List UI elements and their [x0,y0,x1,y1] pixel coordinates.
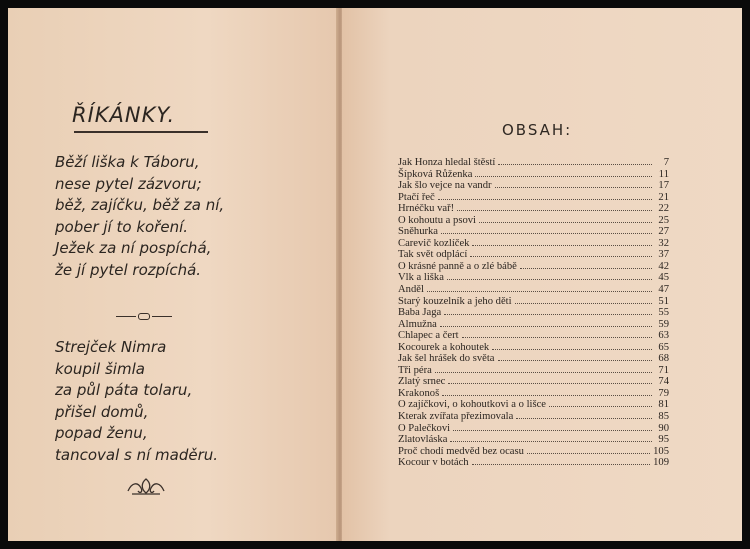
toc-page-number: 22 [658,203,669,215]
toc-title: Hrnéčku vař! [398,203,455,215]
poem-line: koupil šimla [55,359,145,378]
toc-leader-dots [457,203,652,211]
poem-line: za půl páta tolaru, [55,381,193,400]
toc-page-number: 63 [658,330,669,342]
toc-page-number: 74 [658,376,669,388]
toc-page-number: 27 [658,226,669,238]
toc-entry [398,388,669,400]
table-of-contents [398,157,669,469]
toc-entry [398,284,669,296]
toc-title: O zajíčkovi, o kohoutkovi a o lišce [398,399,546,411]
rikanky-title: ŘÍKÁNKY. [72,103,176,127]
poem-line: pober jí to koření. [55,217,189,236]
toc-page-number: 37 [658,249,669,261]
poem-line: popad ženu, [55,424,148,443]
title-underline [74,131,208,133]
toc-leader-dots [427,284,652,292]
toc-page-number: 59 [658,318,669,330]
toc-page-number: 85 [658,411,669,423]
toc-page-number: 25 [658,214,669,226]
toc-entry [398,411,669,423]
toc-page-number: 79 [658,387,669,399]
toc-entry [398,296,669,308]
toc-title: Tři péra [398,364,432,376]
toc-page-number: 7 [663,157,669,168]
toc-title: O kohoutu a psovi [398,214,476,226]
toc-page-number: 81 [658,399,669,411]
toc-entry [398,342,669,354]
toc-title: Jak šel hrášek do světa [398,353,495,365]
toc-leader-dots [495,180,652,188]
toc-entry [398,226,669,238]
toc-title: Jak šlo vejce na vandr [398,180,492,192]
toc-title: Krakonoš [398,387,440,399]
toc-leader-dots [515,296,652,304]
toc-leader-dots [453,423,652,431]
toc-title: Zlatovláska [398,434,448,446]
toc-page-number: 47 [658,284,669,296]
toc-title: O krásné panně a o zlé bábě [398,260,517,272]
toc-leader-dots [435,365,652,373]
toc-title: Zlatý srnec [398,376,446,388]
toc-title: Carevič kozlíček [398,237,470,249]
toc-page-number: 71 [658,364,669,376]
toc-title: Šípková Růženka [398,168,473,180]
toc-leader-dots [498,157,652,165]
toc-entry [398,203,669,215]
poem-line: Běží liška k Táboru, [55,153,200,171]
toc-entry [398,319,669,331]
toc-title: Anděl [398,284,424,296]
toc-page-number: 45 [658,272,669,284]
toc-entry [398,365,669,377]
toc-title: Kterak zvířata přezimovala [398,411,514,423]
toc-leader-dots [516,411,652,419]
toc-entry [398,423,669,435]
toc-page-number: 68 [658,353,669,365]
toc-leader-dots [498,353,653,361]
obsah-title: OBSAH: [502,121,573,139]
toc-leader-dots [462,330,652,338]
toc-page-number: 90 [658,422,669,434]
toc-entry [398,307,669,319]
toc-title: Proč chodí medvěd bez ocasu [398,445,524,457]
toc-leader-dots [470,249,652,257]
toc-entry [398,376,669,388]
toc-page-number: 55 [658,307,669,319]
toc-title: Sněhurka [398,226,439,238]
toc-title: Jak Honza hledal štěstí [398,157,496,168]
toc-title: Vlk a liška [398,272,444,284]
toc-title: Kocour v botách [398,457,469,469]
poem-liska [55,152,224,282]
toc-leader-dots [549,399,652,407]
toc-leader-dots [447,272,652,280]
toc-leader-dots [527,446,650,454]
toc-title: Chlapec a čert [398,330,459,342]
toc-entry [398,192,669,204]
toc-page-number: 95 [658,434,669,446]
toc-entry [398,215,669,227]
toc-title: O Palečkovi [398,422,451,434]
toc-leader-dots [450,434,652,442]
toc-entry [398,249,669,261]
toc-leader-dots [472,457,651,465]
poem-line: běž, zajíčku, běž za ní, [55,196,225,215]
toc-entry [398,261,669,273]
poem-line: Strejček Nimra [55,338,167,356]
poem-line: Ježek za ní pospíchá, [55,239,212,258]
toc-title: Ptačí řeč [398,191,435,203]
toc-leader-dots [492,342,652,350]
toc-leader-dots [441,226,652,234]
toc-entry [398,157,669,169]
toc-page-number: 105 [653,445,669,457]
toc-leader-dots [475,169,652,177]
toc-entry [398,457,669,469]
toc-entry [398,238,669,250]
toc-entry [398,353,669,365]
toc-leader-dots [440,319,652,327]
toc-page-number: 65 [658,341,669,353]
toc-entry [398,446,669,458]
toc-page-number: 17 [658,180,669,192]
toc-title: Starý kouzelník a jeho děti [398,295,512,307]
toc-entry [398,180,669,192]
toc-page-number: 51 [658,295,669,307]
toc-page-number: 21 [658,191,669,203]
toc-leader-dots [520,261,652,269]
poem-line: nese pytel zázvoru; [55,174,202,193]
toc-page-number: 11 [658,168,669,180]
toc-entry [398,330,669,342]
toc-leader-dots [479,215,652,223]
toc-entry [398,272,669,284]
vignette-ornament-icon [126,474,166,496]
toc-page-number: 109 [653,457,669,469]
toc-entry [398,399,669,411]
poem-nimra [55,337,218,467]
poem-line: přišel domů, [55,402,149,421]
toc-leader-dots [444,307,652,315]
poem-line: tancoval s ní maděru. [55,445,219,464]
toc-page-number: 42 [658,260,669,272]
toc-entry [398,169,669,181]
toc-title: Baba Jaga [398,307,442,319]
divider-ornament [116,312,172,322]
toc-leader-dots [448,376,652,384]
toc-title: Kocourek a kohoutek [398,341,490,353]
poem-line: že jí pytel rozpíchá. [55,260,202,279]
toc-title: Almužna [398,318,437,330]
toc-leader-dots [438,192,652,200]
toc-leader-dots [472,238,652,246]
toc-page-number: 32 [658,237,669,249]
toc-leader-dots [442,388,652,396]
toc-title: Tak svět odplácí [398,249,468,261]
toc-entry [398,434,669,446]
